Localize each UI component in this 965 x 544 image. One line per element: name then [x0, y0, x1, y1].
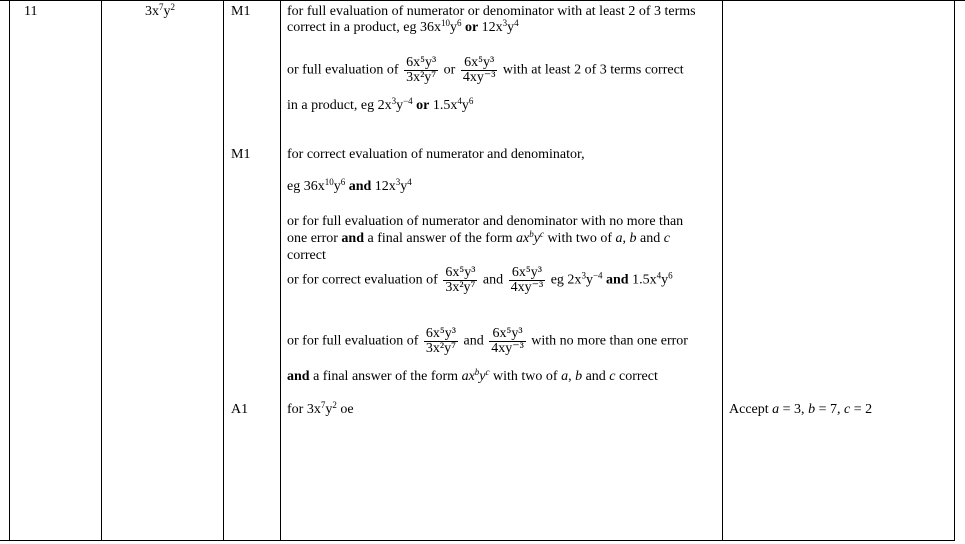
- block2-line6: or for correct evaluation of $\frac{\text{6x⁵y³}}{\text{3x²y⁷}}$ and $\frac{\text{6x⁵y³}}{\text{4xy⁻³}}$ eg $2x^3y^{-4}$ and $1.5x^4y^6$: [287, 265, 673, 295]
- column-divider-2: [101, 0, 102, 541]
- block2-line2: eg $36x^{10}y^6$ and $12x^3y^4$: [287, 177, 412, 194]
- answer-exponent-1: 7: [159, 2, 164, 12]
- column-divider-5: [722, 0, 723, 541]
- column-divider-3: [223, 0, 224, 541]
- answer-y: y: [163, 4, 171, 19]
- table-bottom-border: [0, 540, 955, 541]
- guidance-note: Accept a = 3, b = 7, c = 2: [729, 402, 873, 417]
- column-divider-1: [9, 0, 10, 541]
- block2-line1: for correct evaluation of numerator and denominator,: [287, 147, 585, 162]
- answer-exponent-2: 2: [170, 2, 175, 12]
- mark-m1-first: M1: [231, 4, 251, 19]
- fraction-1: $\frac{\text{6x⁵y³}}{\text{3x²y⁷}}$: [406, 55, 437, 85]
- fraction-3: $\frac{\text{6x⁵y³}}{\text{3x²y⁷}}$: [445, 265, 476, 295]
- answer-base: 3x: [145, 4, 159, 19]
- block1-line4: in a product, eg $2x^3y^{-4}$ or $1.5x^4y^6$: [287, 96, 474, 113]
- question-number: 11: [24, 4, 38, 19]
- mark-m1-second: M1: [231, 147, 251, 162]
- block3-answer-line: for $3x^7y^2$ oe: [287, 400, 354, 417]
- block2-line5: correct: [287, 248, 326, 263]
- block2-line8: and a final answer of the form $ax^by^c$ with two of a, b and c correct: [287, 367, 658, 384]
- fraction-6: $\frac{\text{6x⁵y³}}{\text{4xy⁻³}}$: [491, 326, 524, 356]
- fraction-2: $\frac{\text{6x⁵y³}}{\text{4xy⁻³}}$: [462, 55, 496, 85]
- table-top-border: [0, 0, 965, 1]
- column-divider-6: [954, 0, 955, 541]
- block1-line2: correct in a product, eg $36x^{10}y^6$ or $12x^3y^4$: [287, 18, 519, 35]
- block2-line7: or for full evaluation of $\frac{\text{6x⁵y³}}{\text{3x²y⁷}}$ and $\frac{\text{6x⁵y³}}{\text{4xy⁻³}}$ with no more than one error: [287, 326, 688, 356]
- mark-a1: A1: [231, 402, 249, 417]
- block2-line4: one error and a final answer of the form $ax^by^c$ with two of a, b and c: [287, 229, 670, 246]
- fraction-5: $\frac{\text{6x⁵y³}}{\text{3x²y⁷}}$: [425, 326, 456, 356]
- block1-line1: for full evaluation of numerator or denominator with at least 2 of 3 terms: [287, 4, 696, 19]
- answer-cell: [145, 3, 175, 20]
- column-divider-4: [280, 0, 281, 541]
- block2-line3: or for full evaluation of numerator and denominator with no more than: [287, 214, 684, 229]
- fraction-4: $\frac{\text{6x⁵y³}}{\text{4xy⁻³}}$: [510, 265, 544, 295]
- block1-line3: or full evaluation of $\frac{\text{6x⁵y³}}{\text{3x²y⁷}}$ or $\frac{\text{6x⁵y³}}{\text{4xy⁻³}}$ with at least 2 of 3 terms correct: [287, 55, 684, 85]
